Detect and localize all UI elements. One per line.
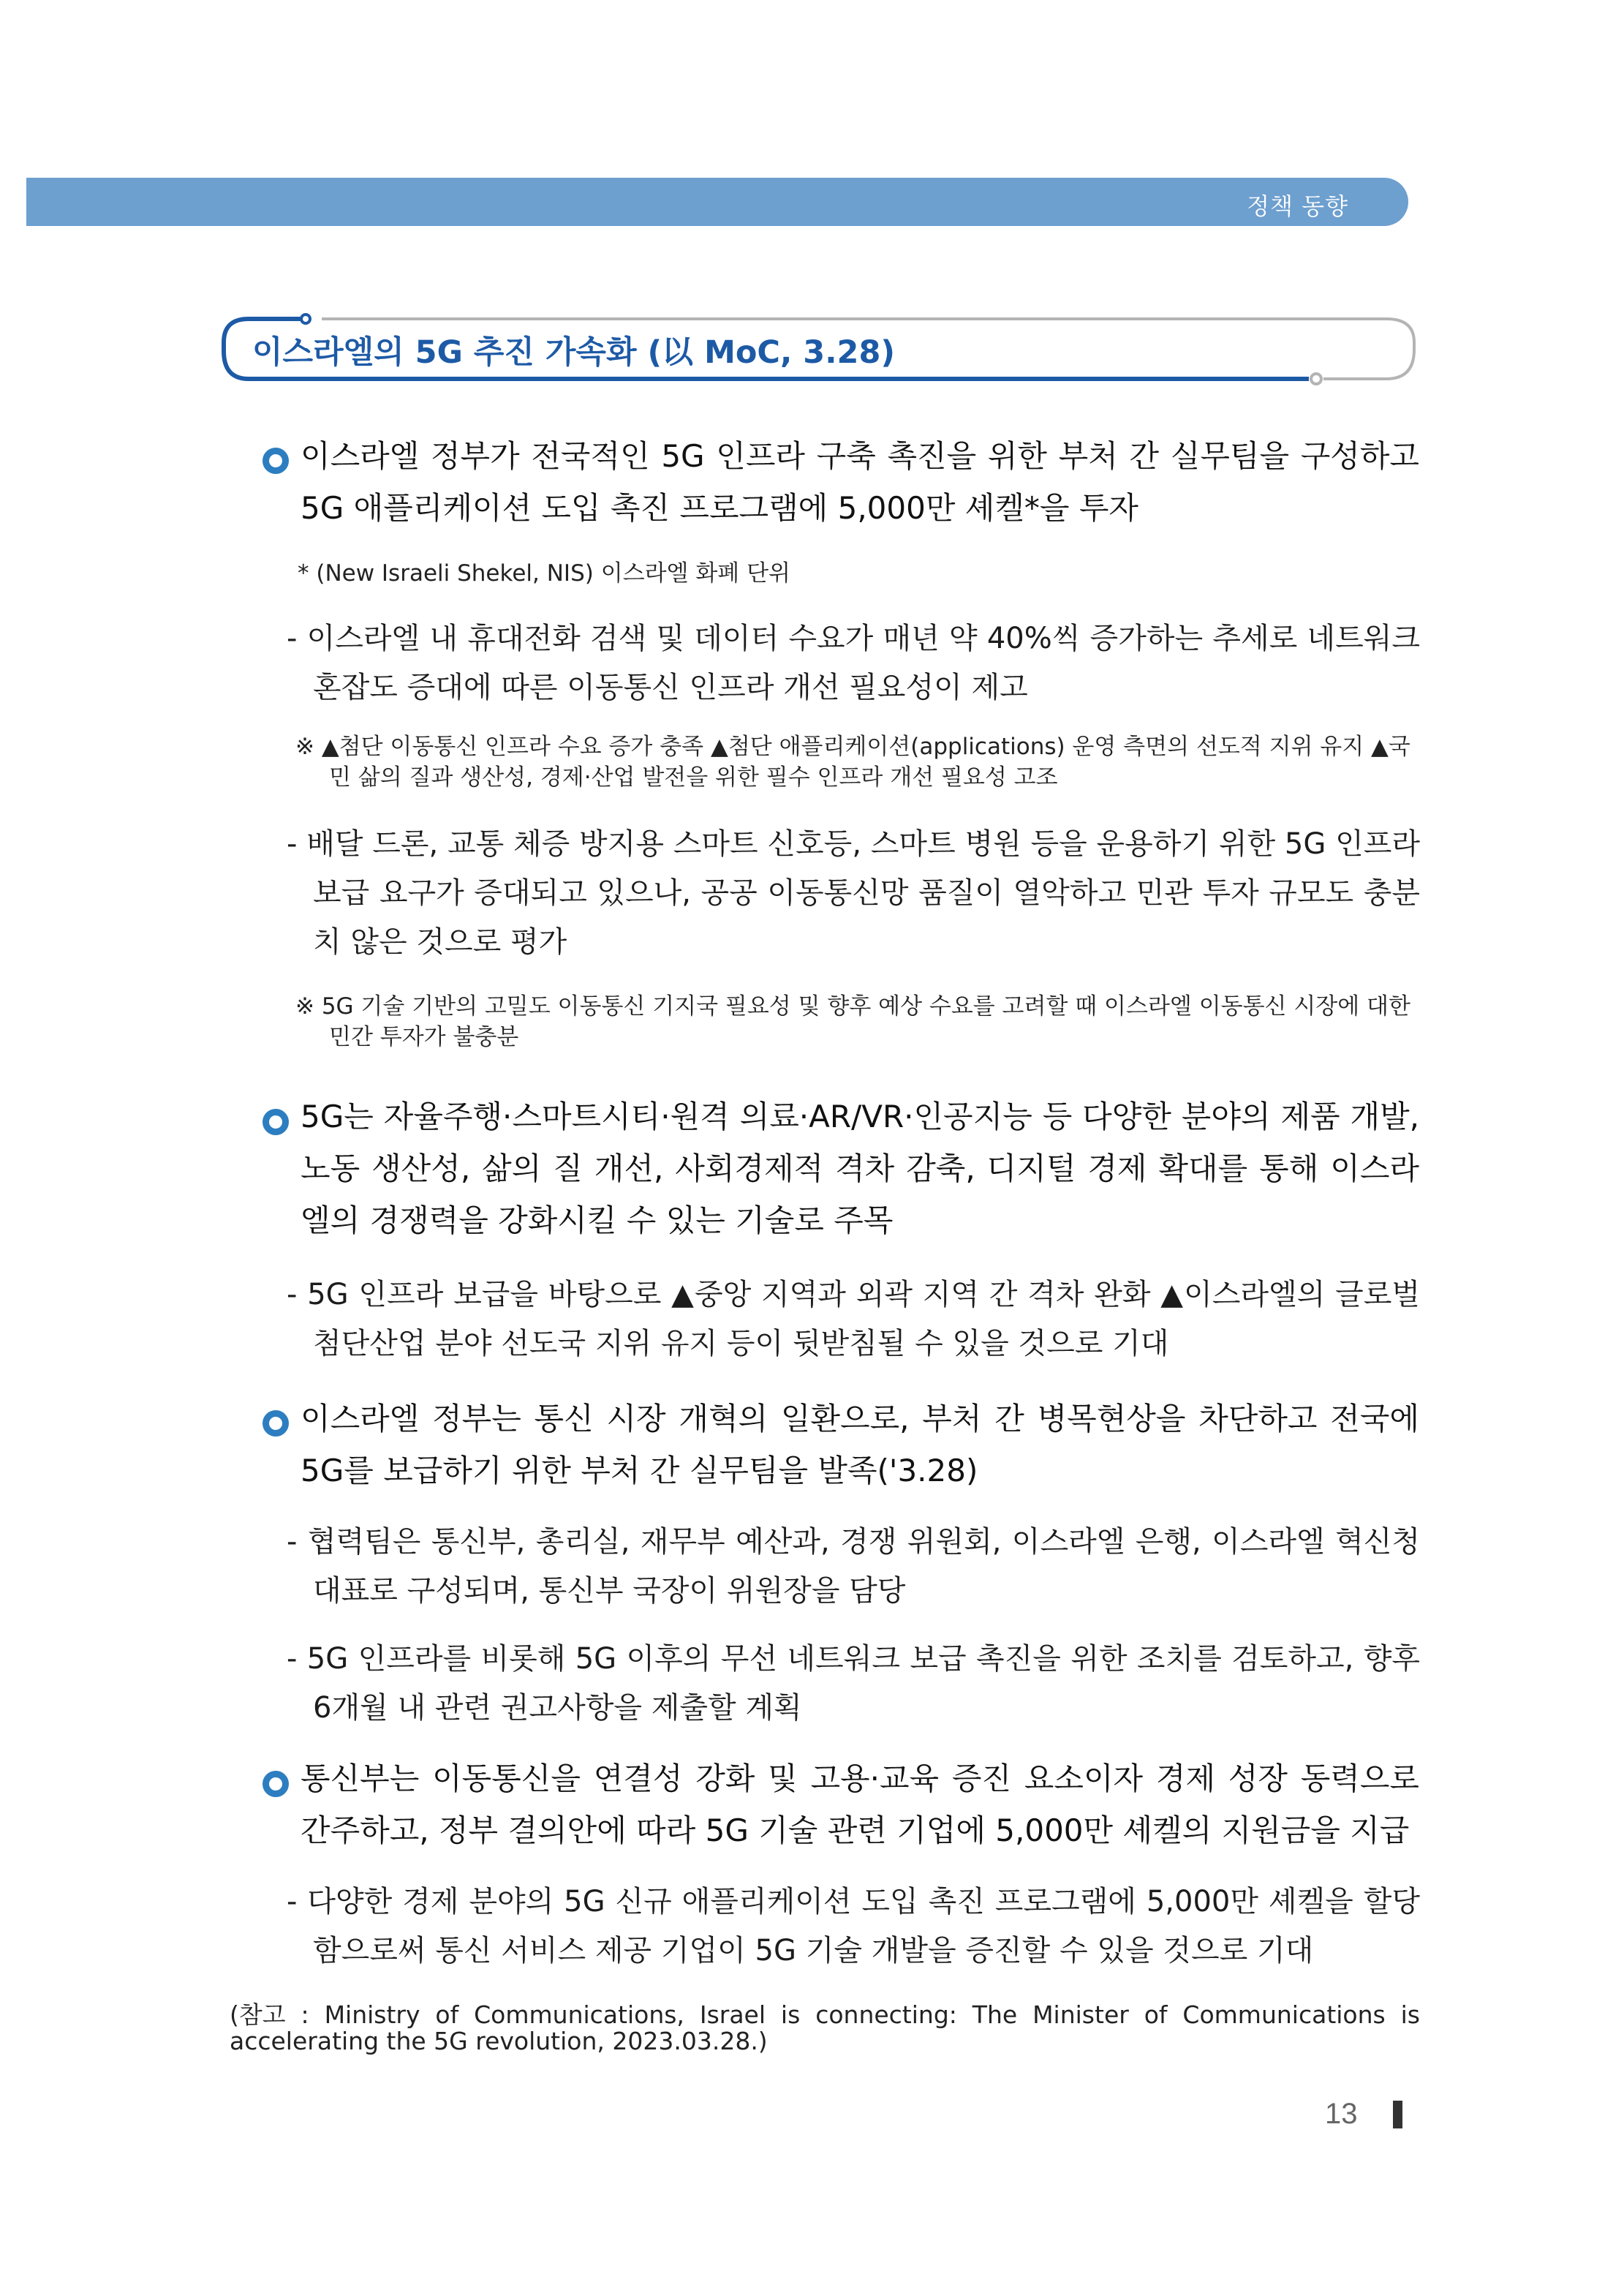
section-3-item-1: - 협력팀은 통신부, 총리실, 재무부 예산과, 경쟁 위원회, 이스라엘 은행, 이스라엘 혁신청 대표로 구성되며, 통신부 국장이 위원장을 담당 <box>287 1525 1420 1608</box>
section-2-item-1: - 5G 인프라 보급을 바탕으로 ▲중앙 지역과 외곽 지역 간 격차 완화 ▲이스라엘의 글로벌 첨단산업 분야 선도국 지위 유지 등이 뒷받침될 수 있을 것으로 기대 <box>287 1278 1420 1360</box>
reference-note: (참고 : Ministry of Communications, Israel is connecting: The Minister of Communications is accelerating the 5G revolution, 2023.03.28.) <box>230 2000 1420 2055</box>
header-band <box>26 178 1408 226</box>
bullet-circle-icon <box>263 448 289 474</box>
section-label: 정책 동향 <box>1247 192 1348 220</box>
bullet-circle-icon <box>263 1109 289 1135</box>
section-2-bullet: 5G는 자율주행·스마트시티·원격 의료·AR/VR·인공지능 등 다양한 분야의 제품 개발, 노동 생산성, 삶의 질 개선, 사회경제적 격차 감축, 디지털 경제 확대를 통해 이스라엘의 경쟁력을 강화시킬 수 있는 기술로 주목 <box>301 1099 1419 1238</box>
section-1-item-1-note: ※ ▲첨단 이동통신 인프라 수요 증가 충족 ▲첨단 애플리케이션(applications) 운영 측면의 선도적 지위 유지 ▲국민 삶의 질과 생산성, 경제·산업 발전을 위한 필수 인프라 개선 필요성 고조 <box>295 734 1410 791</box>
section-1-item-2: - 배달 드론, 교통 체증 방지용 스마트 신호등, 스마트 병원 등을 운용하기 위한 5G 인프라 보급 요구가 증대되고 있으나, 공공 이동통신망 품질이 열악하고 민관 투자 규모도 충분치 않은 것으로 평가 <box>287 827 1420 959</box>
section-1-footnote: * (New Israeli Shekel, NIS) 이스라엘 화폐 단위 <box>298 560 790 587</box>
section-1-item-1: - 이스라엘 내 휴대전화 검색 및 데이터 수요가 매년 약 40%씩 증가하는 추세로 네트워크 혼잡도 증대에 따른 이동통신 인프라 개선 필요성이 제고 <box>287 622 1420 704</box>
bullet-circle-icon <box>263 1410 289 1437</box>
article-title-frame <box>219 313 1419 395</box>
page-number: 13 <box>1325 2098 1358 2130</box>
section-3-item-2: - 5G 인프라를 비롯해 5G 이후의 무선 네트워크 보급 촉진을 위한 조치를 검토하고, 향후 6개월 내 관련 권고사항을 제출할 계획 <box>287 1642 1420 1725</box>
section-1-bullet: 이스라엘 정부가 전국적인 5G 인프라 구축 촉진을 위한 부처 간 실무팀을 구성하고 5G 애플리케이션 도입 촉진 프로그램에 5,000만 셰켈*을 투자 <box>301 438 1419 526</box>
section-3-bullet: 이스라엘 정부는 통신 시장 개혁의 일환으로, 부처 간 병목현상을 차단하고 전국에 5G를 보급하기 위한 부처 간 실무팀을 발족('3.28) <box>301 1401 1419 1488</box>
section-1-item-2-note: ※ 5G 기술 기반의 고밀도 이동통신 기지국 필요성 및 향후 예상 수요를 고려할 때 이스라엘 이동통신 시장에 대한 민간 투자가 불충분 <box>295 993 1410 1050</box>
bullet-circle-icon <box>263 1771 289 1797</box>
section-4-bullet: 통신부는 이동통신을 연결성 강화 및 고용·교육 증진 요소이자 경제 성장 동력으로 간주하고, 정부 결의안에 따라 5G 기술 관련 기업에 5,000만 셰켈의 지원금을 지급 <box>301 1761 1419 1848</box>
page-marker-bar <box>1393 2101 1402 2128</box>
article-title: 이스라엘의 5G 추진 가속화 (以 MoC, 3.28) <box>252 334 896 371</box>
section-4-item-1: - 다양한 경제 분야의 5G 신규 애플리케이션 도입 촉진 프로그램에 5,000만 셰켈을 할당함으로써 통신 서비스 제공 기업이 5G 기술 개발을 증진할 수 있을 것으로 기대 <box>287 1885 1420 1968</box>
